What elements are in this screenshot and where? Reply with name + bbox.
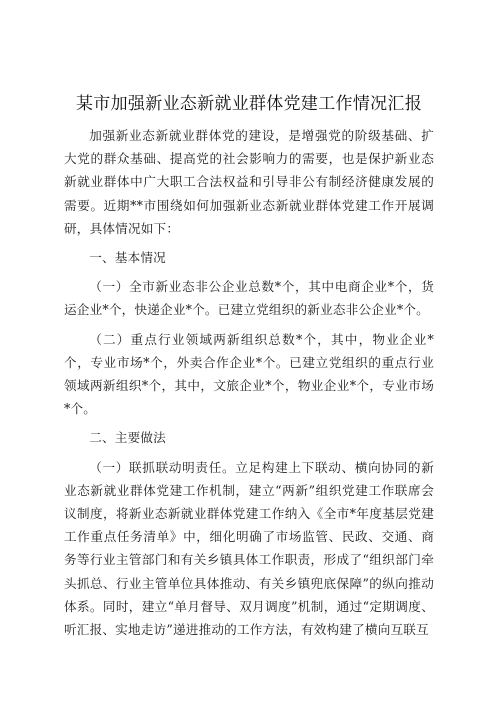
document-title: 某市加强新业态新就业群体党建工作情况汇报 bbox=[76, 94, 422, 114]
intro-paragraph: 加强新业态新就业群体党的建设，是增强党的阶级基础、扩大党的群众基础、提高党的社会影响力的需要，也是保护新业态新就业群体中广大职工合法权益和引导非公有制经济健康发展的需要。近期**市围绕如何加强新业态新就业群体党建工作开展调研，具体情况如下： bbox=[64, 128, 434, 236]
section-1-heading: 一、基本情况 bbox=[89, 250, 166, 266]
section-1-paragraph-2: （二）重点行业领域两新组织总数*个，其中，物业企业*个，专业市场*个，外卖合作企业*个。已建立党组织的重点行业领域两新组织*个，其中，文旅企业*个，物业企业*个，专业市场*个。 bbox=[64, 331, 434, 417]
section-2-paragraph-1: （一）联抓联动明责任。立足构建上下联动、横向协同的新业态新就业群体党建工作机制，建立“两新”组织党建工作联席会议制度，将新业态新就业群体党建工作纳入《全市*年度基层党建工作重点任务清单》中，细化明确了市场监管、民政、交通、商务等行业主管部门和有关乡镇具体工作职责，形成了“组织部门牵头抓总、行业主管单位具体推动、有关乡镇兜底保障”的纵向推动体系。同时，建立“单月督导、双月调度”机制，通过“定期调度、听汇报、实地走访”递进推动的工作方法，有效构建了横向互联互 bbox=[64, 459, 434, 638]
section-1-paragraph-1: （一）全市新业态非公企业总数*个，其中电商企业*个，货运企业*个，快递企业*个。已建立党组织的新业态非公企业*个。 bbox=[64, 279, 434, 318]
section-2-heading: 二、主要做法 bbox=[89, 430, 166, 446]
